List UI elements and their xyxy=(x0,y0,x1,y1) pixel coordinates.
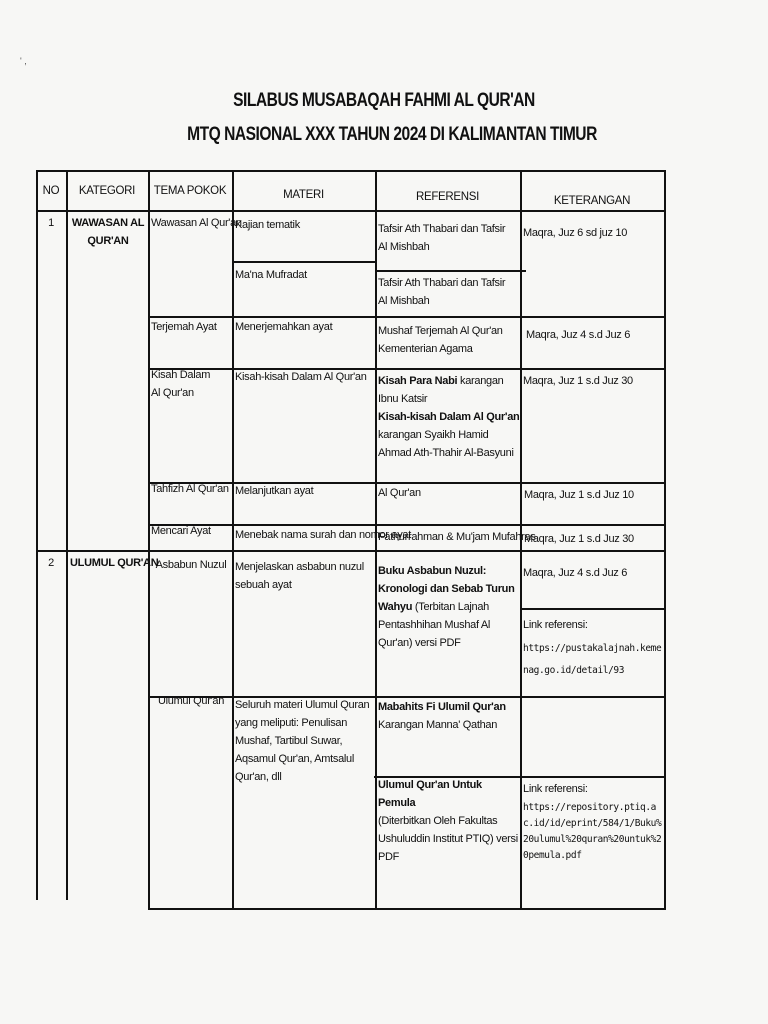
s1-r4-ref-title2: Kisah-kisah Dalam Al Qur'an xyxy=(378,411,520,423)
s2-r3-ref-publisher: (Diterbitkan Oleh Fakultas Ushuluddin Institut PTIQ) versi PDF xyxy=(378,815,518,863)
s2-r1-referensi xyxy=(376,562,522,652)
s1-r5-materi: Melanjutkan ayat xyxy=(235,485,314,497)
s1-r1-materi: Kajian tematik xyxy=(235,219,300,231)
corner-mark: ' , xyxy=(20,56,27,66)
header-kategori: KATEGORI xyxy=(78,185,136,197)
s1-r3-keterangan: Maqra, Juz 4 s.d Juz 6 xyxy=(526,329,631,341)
s1-r6-materi: Menebak nama surah dan nomor ayat xyxy=(235,529,411,541)
s1-r6-keterangan: Maqra, Juz 1 s.d Juz 30 xyxy=(524,533,634,545)
s1-r3-materi: Menerjemahkan ayat xyxy=(235,321,333,333)
s1-r2-referensi: Tafsir Ath Thabari dan Tafsir Al Mishbah xyxy=(378,277,506,307)
header-referensi: REFERENSI xyxy=(415,191,480,203)
s1-r5-keterangan: Maqra, Juz 1 s.d Juz 10 xyxy=(524,489,634,501)
s2-r1-ref-title: Buku Asbabun Nuzul: Kronologi dan Sebab Turun Wahyu xyxy=(378,565,515,613)
s2-r1-materi: Menjelaskan asbabun nuzul sebuah ayat xyxy=(235,561,364,591)
s2-r3-ref-title: Ulumul Qur'an Untuk Pemula xyxy=(378,779,482,809)
s2-r2-tema: Ulumul Qur'an xyxy=(157,695,225,707)
s1-r4-referensi xyxy=(376,372,522,462)
header-no: NO xyxy=(42,185,60,197)
s2-r2-ref-title: Mabahits Fi Ulumil Qur'an xyxy=(378,701,506,713)
s2-r2-referensi xyxy=(376,698,522,734)
row-line xyxy=(148,368,666,370)
s2-r3-referensi xyxy=(376,776,522,866)
s2-r1-tema: Asbabun Nuzul xyxy=(155,559,227,571)
s2-r2-materi: Seluruh materi Ulumul Quran yang meliputi: Penulisan Mushaf, Tartibul Suwar, Aqsamul Qur'an, Amtsalul Qur'an, dll xyxy=(235,699,370,783)
syllabus-table xyxy=(36,170,666,910)
row-line xyxy=(520,608,666,610)
s2-r1-keterangan: Maqra, Juz 4 s.d Juz 6 xyxy=(523,567,628,579)
s1-r6-referensi: Fathurrahman & Mu'jam Mufahras xyxy=(378,531,536,543)
document-title: SILABUS MUSABAQAH FAHMI AL QUR'AN xyxy=(233,90,535,111)
s2-r2-ref-author: Karangan Manna' Qathan xyxy=(378,719,498,731)
header-materi: MATERI xyxy=(283,189,324,201)
s1-no: 1 xyxy=(48,217,54,229)
s2-no: 2 xyxy=(48,557,54,569)
s1-kategori: WAWASAN AL QUR'AN xyxy=(71,217,145,247)
row-line xyxy=(232,261,376,263)
s2-r3-link-url[interactable]: https://repository.ptiq.ac.id/id/eprint/584/1/Buku%20ulumul%20quran%20untuk%20pemula.pdf xyxy=(523,802,662,861)
s1-r5-referensi: Al Qur'an xyxy=(378,487,421,499)
s1-r3-referensi: Mushaf Terjemah Al Qur'an Kementerian Agama xyxy=(378,325,503,355)
s1-r6-tema: Mencari Ayat xyxy=(151,525,211,537)
header-keterangan: KETERANGAN xyxy=(553,195,631,207)
s2-r3-link-label: Link referensi: xyxy=(523,783,588,795)
s1-r4-ref-author2: karangan Syaikh Hamid Ahmad Ath-Thahir Al-Basyuni xyxy=(378,429,514,459)
section-line xyxy=(36,550,666,552)
table-border-bottom xyxy=(148,908,666,910)
s1-r4-keterangan: Maqra, Juz 1 s.d Juz 30 xyxy=(523,375,633,387)
s1-r4-tema: Kisah Dalam Al Qur'an xyxy=(151,369,211,399)
table-border-top xyxy=(36,170,666,172)
table-border-right xyxy=(664,170,666,910)
s1-r4-ref-author1: karangan Ibnu Katsir xyxy=(378,375,504,405)
s1-r5-tema: Tahfizh Al Qur'an xyxy=(151,483,229,495)
s1-r2-materi: Ma'na Mufradat xyxy=(235,269,307,281)
s1-r1-keterangan: Maqra, Juz 6 sd juz 10 xyxy=(523,227,628,239)
s1-r1-referensi: Tafsir Ath Thabari dan Tafsir Al Mishbah xyxy=(378,223,506,253)
s2-r1-link-label: Link referensi: xyxy=(523,619,588,631)
s1-r1-tema: Wawasan Al Qur'an xyxy=(151,217,242,229)
row-line xyxy=(376,270,526,272)
s2-kategori: ULUMUL QUR'AN xyxy=(70,557,159,569)
s2-r1-link-url[interactable]: https://pustakalajnah.kemenag.go.id/detail/93 xyxy=(523,643,662,676)
header-tema-pokok: TEMA POKOK xyxy=(153,185,227,197)
s1-r4-materi: Kisah-kisah Dalam Al Qur'an xyxy=(235,371,367,383)
col-line-no xyxy=(66,170,68,900)
header-bottom-line xyxy=(36,210,666,212)
document-subtitle: MTQ NASIONAL XXX TAHUN 2024 DI KALIMANTAN TIMUR xyxy=(187,124,597,145)
col-line-kategori xyxy=(148,170,150,910)
s2-r1-ref-publisher: (Terbitan Lajnah Pentashhihan Mushaf Al Qur'an) versi PDF xyxy=(378,601,491,649)
s1-r3-tema: Terjemah Ayat xyxy=(151,321,217,333)
s1-r4-ref-title1: Kisah Para Nabi xyxy=(378,375,458,387)
table-border-left xyxy=(36,170,38,900)
